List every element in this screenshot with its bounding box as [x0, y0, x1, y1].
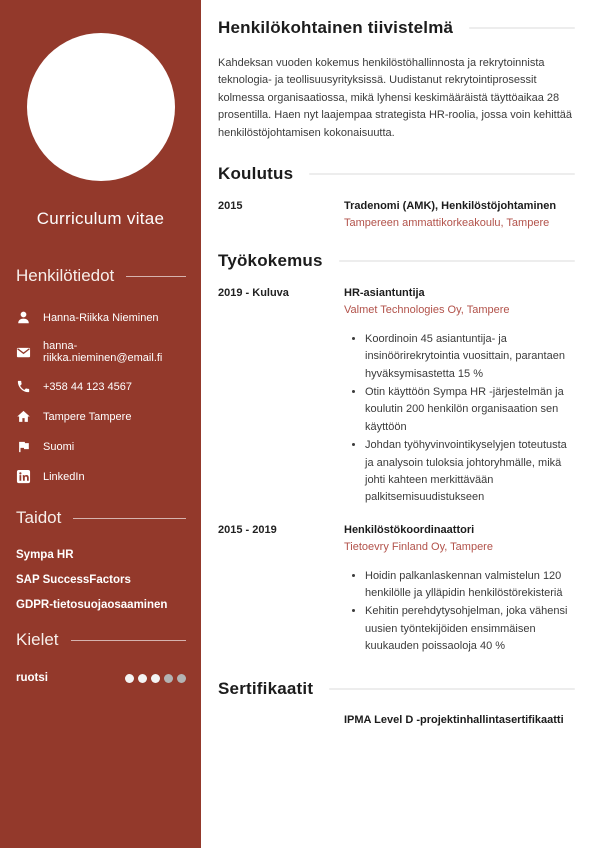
- education-section: [218, 164, 575, 229]
- heading-rule: [469, 27, 575, 29]
- flag-icon: [16, 439, 31, 454]
- education-heading: [218, 164, 575, 184]
- language-level-dot: [151, 674, 160, 683]
- education-date: 2015: [218, 199, 243, 212]
- heading-rule: [71, 640, 186, 641]
- education-degree: Tradenomi (AMK), Henkilöstöjohtaminen: [344, 199, 557, 212]
- job-details: [344, 524, 575, 657]
- email-icon: [16, 345, 31, 360]
- job-bullet: • Hoidin palkanlaskennan valmistelun 120 henkilölle ja ylläpidin henkilöstörekisteriä: [365, 568, 575, 603]
- certification-title: IPMA Level D -projektinhallintasertifikaatti: [344, 713, 564, 726]
- education-school: Tampereen ammattikorkeakoulu, Tampere: [344, 216, 550, 229]
- contact-item-linkedin[interactable]: [16, 469, 186, 484]
- summary-heading: [218, 18, 575, 38]
- sidebar: [0, 0, 201, 848]
- contact-list: [16, 310, 186, 484]
- home-icon: [16, 409, 31, 424]
- summary-section: [218, 18, 575, 142]
- contact-nationality-text: Suomi: [43, 440, 75, 453]
- contact-section-heading-label: Henkilötiedot: [16, 266, 115, 285]
- languages-section-heading-label: Kielet: [16, 630, 59, 649]
- heading-rule: [126, 276, 186, 277]
- contact-item-email: [16, 340, 186, 364]
- language-level-dot: [164, 674, 173, 683]
- education-entry: [218, 200, 575, 229]
- job-bullet-list: [344, 568, 575, 656]
- job-bullet: • Johdan työhyvinvointikyselyjen toteutusta ja analysoin tuloksia johtoryhmälle, mikä johti kahteen merkittävään palkitsemisuudistukseen: [365, 437, 575, 507]
- contact-item-location: [16, 409, 186, 424]
- contact-phone-text: +358 44 123 4567: [43, 380, 133, 393]
- main-content: [201, 0, 600, 848]
- contact-item-nationality: [16, 439, 186, 454]
- job-title: Henkilöstökoordinaattori: [344, 523, 475, 536]
- profile-photo-placeholder: [27, 33, 175, 181]
- cv-title: Curriculum vitae: [36, 209, 165, 228]
- education-details: [344, 200, 575, 229]
- job-bullet-list: [344, 331, 575, 507]
- contact-item-name: [16, 310, 186, 325]
- experience-section: [218, 251, 575, 657]
- skill-item: GDPR-tietosuojaosaaminen: [16, 599, 168, 611]
- contact-item-phone: [16, 379, 186, 394]
- contact-linkedin-text[interactable]: LinkedIn: [43, 470, 85, 483]
- language-row: [16, 672, 186, 684]
- summary-text: Kahdeksan vuoden kokemus henkilöstöhallinnosta ja rekrytoinnista teknologia- ja teollisuusyrityksissä. Uudistanut rekrytointiprosessit kolmessa organisaatiossa, mikä lyhensi keskimääräistä täyttöaikaa 28 prosentilla. Haen nyt laajempaa strategista HR-roolia, jossa voin kehittää henkilöstöjohtamisen kokonaisuutta.: [218, 57, 573, 139]
- certifications-heading: [218, 679, 575, 699]
- user-icon: [16, 310, 31, 325]
- job-company: Valmet Technologies Oy, Tampere: [344, 303, 510, 316]
- experience-heading-label: Työkokemus: [218, 250, 323, 270]
- job-company: Tietoevry Finland Oy, Tampere: [344, 540, 493, 553]
- certification-date: [218, 714, 344, 726]
- language-name: ruotsi: [16, 672, 48, 684]
- job-bullet: • Otin käyttöön Sympa HR -järjestelmän ja koulutin 200 henkilön organisaation sen käyttöön: [365, 384, 575, 436]
- heading-rule: [339, 260, 575, 262]
- skills-section-heading: [16, 508, 186, 528]
- job-bullet: • Kehitin perehdytysohjelman, joka vähensi uusien työntekijöiden ensimmäisen kuukauden poissaoloja 40 %: [365, 603, 575, 655]
- phone-icon: [16, 379, 31, 394]
- summary-heading-label: Henkilökohtainen tiivistelmä: [218, 18, 454, 37]
- contact-section-heading: [16, 266, 186, 286]
- certifications-heading-label: Sertifikaatit: [218, 678, 314, 698]
- contact-email-text: hanna-riikka.nieminen@email.fi: [43, 340, 163, 364]
- job-bullet: • Koordinoin 45 asiantuntija- ja insinöörirekrytointia vuosittain, parantaen hyväksymisastetta 15 %: [365, 331, 575, 383]
- job-details: [344, 287, 575, 508]
- certifications-section: [218, 679, 575, 726]
- language-level-dot: [138, 674, 147, 683]
- language-level-dot: [177, 674, 186, 683]
- job-date: 2019 - Kuluva: [218, 286, 289, 299]
- job-title: HR-asiantuntija: [344, 286, 425, 299]
- experience-entry: [218, 287, 575, 508]
- skill-item: Sympa HR: [16, 549, 74, 561]
- linkedin-icon: [16, 469, 31, 484]
- skills-section-heading-label: Taidot: [16, 508, 62, 527]
- contact-location-text: Tampere Tampere: [43, 410, 132, 423]
- language-level-dot: [125, 674, 134, 683]
- skill-item: SAP SuccessFactors: [16, 574, 131, 586]
- experience-heading: [218, 251, 575, 271]
- languages-section-heading: [16, 630, 186, 650]
- job-date: 2015 - 2019: [218, 523, 277, 536]
- heading-rule: [329, 688, 575, 690]
- experience-entry: [218, 524, 575, 657]
- skill-list: [16, 549, 186, 611]
- heading-rule: [309, 173, 575, 175]
- heading-rule: [73, 518, 186, 519]
- certification-entry: [218, 714, 575, 726]
- contact-name-text: Hanna-Riikka Nieminen: [43, 311, 159, 324]
- language-level-dots: [125, 674, 186, 683]
- education-heading-label: Koulutus: [218, 163, 294, 183]
